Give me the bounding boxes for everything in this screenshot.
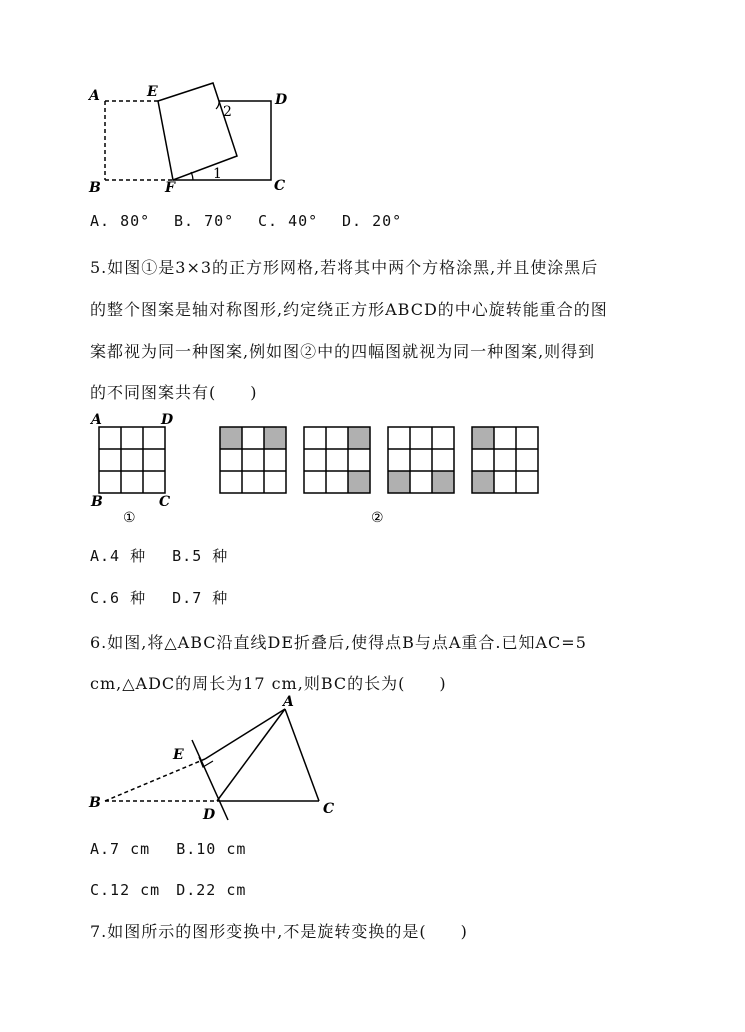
fold-rectangle-figure <box>85 78 305 198</box>
q6-text-line2: cm,△ADC的周长为17 cm,则BC的长为( ) <box>90 674 447 693</box>
grid-figure-2d <box>472 427 538 493</box>
q4-option-d[interactable]: D. 20° <box>342 212 403 230</box>
dashed-be <box>105 759 205 801</box>
figure-2-label: ② <box>371 510 384 526</box>
tri-label-A: A <box>283 695 294 710</box>
q6-options-row2[interactable]: C.12 cm D.22 cm <box>90 881 247 899</box>
label-F: F <box>165 180 175 196</box>
q4-option-b[interactable]: B. 70° <box>174 212 235 230</box>
segment-ea <box>205 709 285 759</box>
q5-options-row1[interactable]: A.4 种 B.5 种 <box>90 547 229 565</box>
grid-label-A: A <box>91 412 102 428</box>
grid-figure-2b <box>304 427 370 493</box>
q5-text-line1: 5.如图①是3×3的正方形网格,若将其中两个方格涂黑,并且使涂黑后 <box>90 258 599 277</box>
grid-label-B: B <box>91 494 103 510</box>
grid-figure-2c <box>388 427 454 493</box>
q6-text-line1: 6.如图,将△ABC沿直线DE折叠后,使得点B与点A重合.已知AC=5 <box>90 633 587 652</box>
q4-option-a[interactable]: A. 80° <box>90 212 151 230</box>
figure-1-label: ① <box>123 510 136 526</box>
q5-text-line2: 的整个图案是轴对称图形,约定绕正方形ABCD的中心旋转能重合的图 <box>90 300 608 319</box>
grid-figure-1 <box>99 427 165 493</box>
tri-label-B: B <box>89 795 101 811</box>
grid-label-C: C <box>159 494 171 510</box>
segment-ac <box>285 709 319 801</box>
segment-da <box>217 709 285 801</box>
grid-figure-2a <box>220 427 286 493</box>
tri-label-D: D <box>203 807 216 823</box>
q5-text-line4: 的不同图案共有( ) <box>90 383 258 402</box>
folded-quad <box>158 83 237 180</box>
q4-option-c[interactable]: C. 40° <box>258 212 319 230</box>
tri-label-C: C <box>323 801 335 817</box>
label-D: D <box>275 92 288 108</box>
q5-options-row2[interactable]: C.6 种 D.7 种 <box>90 589 229 607</box>
grid-figures <box>85 410 555 528</box>
label-angle-2: 2 <box>223 104 232 120</box>
label-E: E <box>147 84 158 100</box>
q7-text-line1: 7.如图所示的图形变换中,不是旋转变换的是( ) <box>90 922 468 941</box>
triangle-fold-figure <box>85 695 345 825</box>
q5-text-line3: 案都视为同一种图案,例如图②中的四幅图就视为同一种图案,则得到 <box>90 342 596 361</box>
label-C: C <box>274 178 286 194</box>
label-angle-1: 1 <box>213 166 222 182</box>
tri-label-E: E <box>173 747 184 763</box>
q6-options-row1[interactable]: A.7 cm B.10 cm <box>90 840 247 858</box>
label-A: A <box>89 88 100 104</box>
grid-label-D: D <box>161 412 174 428</box>
label-B: B <box>89 180 101 196</box>
